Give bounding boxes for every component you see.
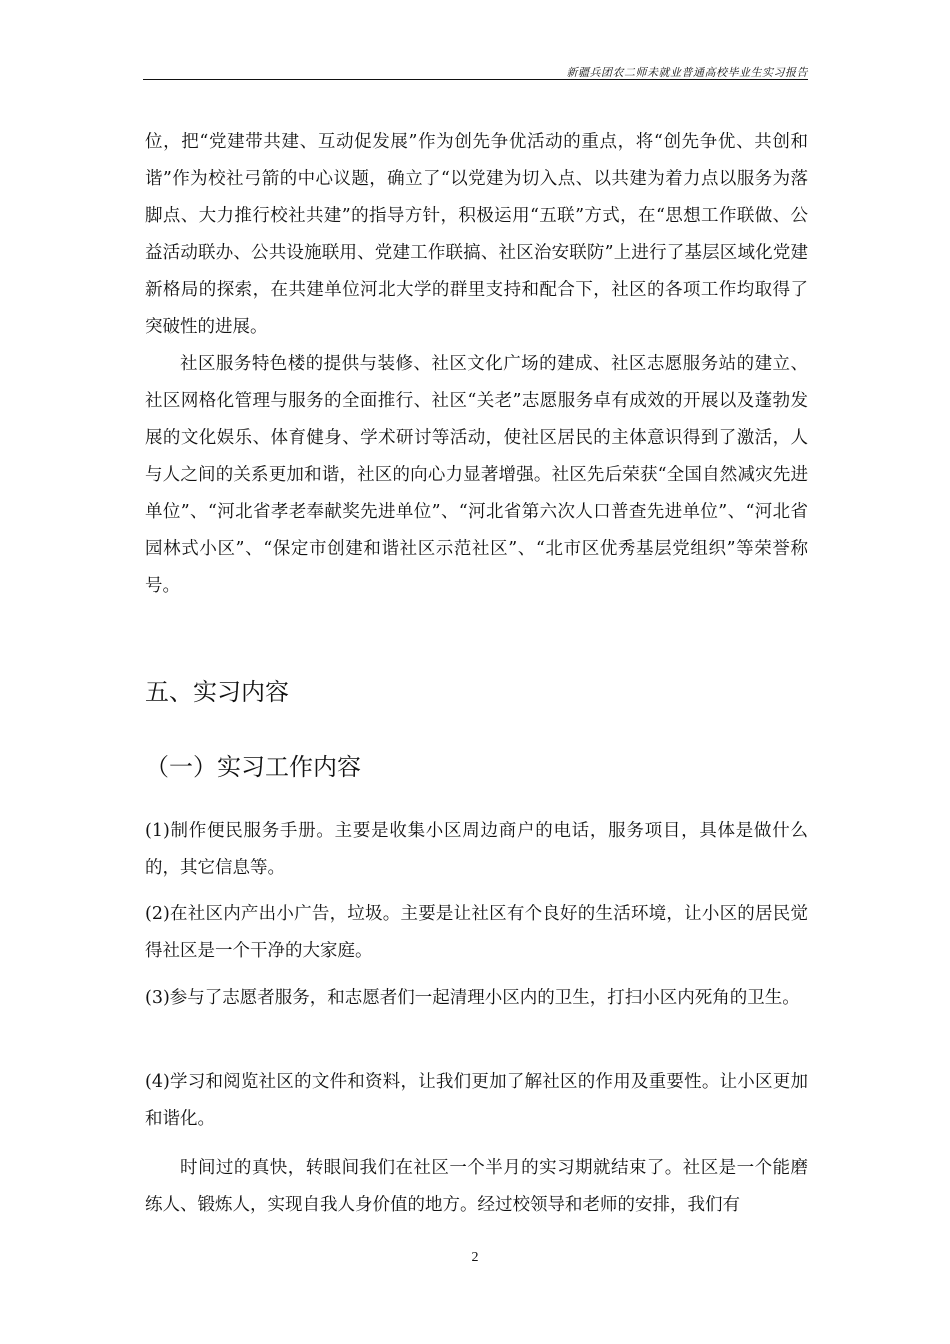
header-rule: [143, 79, 808, 80]
running-header: 新疆兵团农二师未就业普通高校毕业生实习报告: [566, 66, 808, 79]
paragraph-closing: 时间过的真快，转眼间我们在社区一个半月的实习期就结束了。社区是一个能磨练人、锻炼人，实现自我人身价值的地方。经过校领导和老师的安排，我们有: [145, 1158, 808, 1215]
paragraph-party-building: 位，把“党建带共建、互动促发展”作为创先争优活动的重点，将“创先争优、共创和谐”作为校社弓箭的中心议题，确立了“以党建为切入点、以共建为着力点以服务为落脚点、大力推行校社共建”的指导方针，积极运用“五联”方式，在“思想工作联做、公益活动联办、公共设施联用、党建工作联搞、社区治安联防”上进行了基层区域化党建新格局的探索，在共建单位河北大学的群里支持和配合下，社区的各项工作均取得了突破性的进展。: [145, 132, 808, 337]
list-item-2: (2)在社区内产出小广告，垃圾。主要是让社区有个良好的生活环境，让小区的居民觉得社区是一个干净的大家庭。: [145, 904, 808, 961]
paragraph-community-services: 社区服务特色楼的提供与装修、社区文化广场的建成、社区志愿服务站的建立、社区网格化管理与服务的全面推行、社区“关老”志愿服务卓有成效的开展以及蓬勃发展的文化娱乐、体育健身、学术研讨等活动，使社区居民的主体意识得到了激活，人与人之间的关系更加和谐，社区的向心力显著增强。社区先后荣获“全国自然减灾先进单位”、“河北省孝老奉献奖先进单位”、“河北省第六次人口普查先进单位”、“河北省园林式小区”、“保定市创建和谐社区示范社区”、“北市区优秀基层党组织”等荣誉称号。: [145, 354, 808, 596]
section-heading: 五、实习内容: [145, 678, 289, 706]
list-item-1: (1)制作便民服务手册。主要是收集小区周边商户的电话，服务项目，具体是做什么的，其它信息等。: [145, 821, 808, 878]
subsection-heading: （一）实习工作内容: [145, 753, 361, 781]
list-item-4: (4)学习和阅览社区的文件和资料，让我们更加了解社区的作用及重要性。让小区更加和谐化。: [145, 1072, 808, 1129]
page-number: 2: [471, 1250, 479, 1265]
list-item-3: (3)参与了志愿者服务，和志愿者们一起清理小区内的卫生，打扫小区内死角的卫生。: [145, 988, 800, 1008]
